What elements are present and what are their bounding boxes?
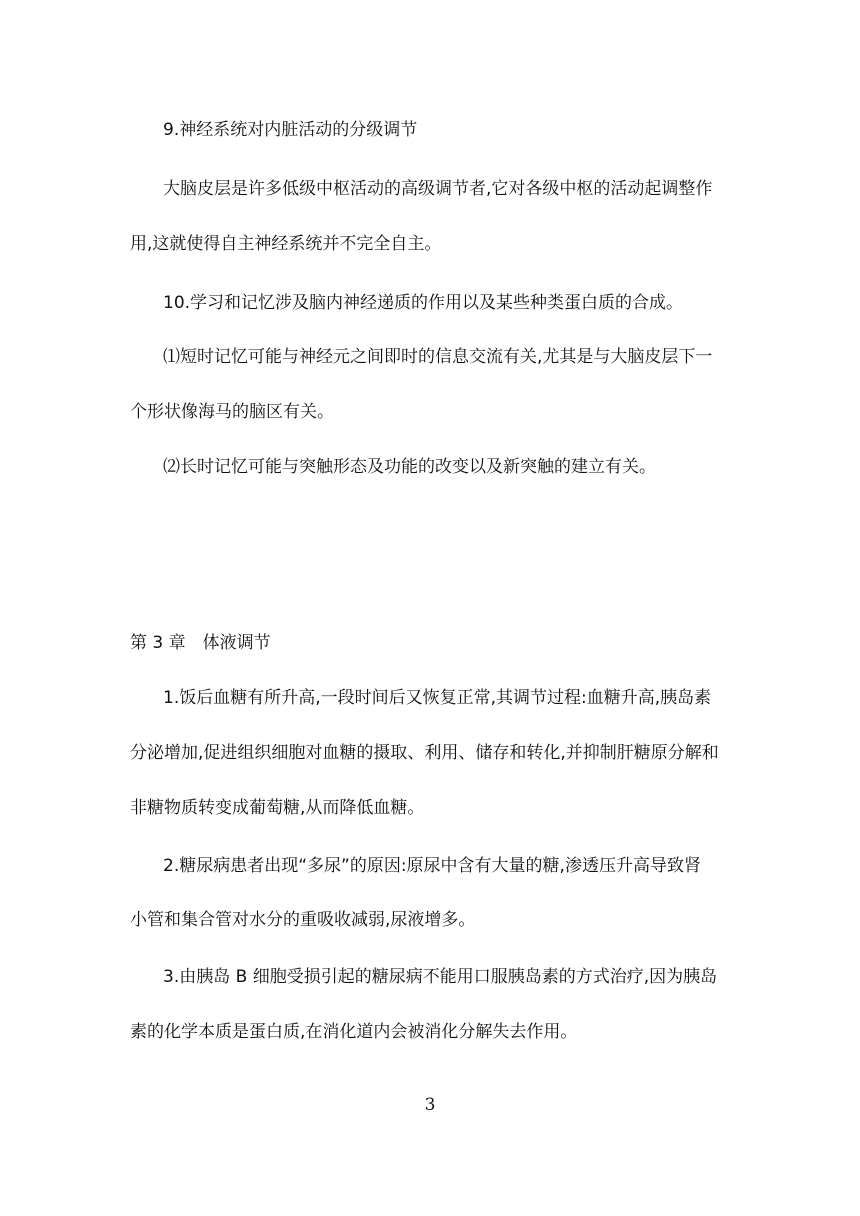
ch3-item-1-line-1: 1.饭后血糖有所升高,一段时间后又恢复正常,其调节过程:血糖升高,胰岛素 <box>163 688 712 708</box>
ch3-item-3-line-2: 素的化学本质是蛋白质,在消化道内会被消化分解失去作用。 <box>130 1022 578 1042</box>
ch3-item-3-line-1: 3.由胰岛 B 细胞受损引起的糖尿病不能用口服胰岛素的方式治疗,因为胰岛 <box>163 967 718 987</box>
ch3-item-1-line-3: 非糖物质转变成葡萄糖,从而降低血糖。 <box>130 798 425 818</box>
ch3-item-2-line-2: 小管和集合管对水分的重吸收减弱,尿液增多。 <box>130 910 476 930</box>
item-10-title: 10.学习和记忆涉及脑内神经递质的作用以及某些种类蛋白质的合成。 <box>163 293 684 313</box>
item-9-body-line-1: 大脑皮层是许多低级中枢活动的高级调节者,它对各级中枢的活动起调整作 <box>163 179 713 199</box>
item-9-title: 9.神经系统对内脏活动的分级调节 <box>163 120 418 140</box>
item-10-sub-2: ⑵长时记忆可能与突触形态及功能的改变以及新突触的建立有关。 <box>163 457 656 477</box>
ch3-item-2-line-1: 2.糖尿病患者出现“多尿”的原因:原尿中含有大量的糖,渗透压升高导致肾 <box>163 856 701 876</box>
item-10-sub-1-line-2: 个形状像海马的脑区有关。 <box>130 402 334 422</box>
ch3-item-1-line-2: 分泌增加,促进组织细胞对血糖的摄取、利用、储存和转化,并抑制肝糖原分解和 <box>130 743 719 763</box>
chapter-heading: 第 3 章 体液调节 <box>130 633 271 653</box>
item-10-sub-1-line-1: ⑴短时记忆可能与神经元之间即时的信息交流有关,尤其是与大脑皮层下一 <box>163 347 713 367</box>
item-9-body-line-2: 用,这就使得自主神经系统并不完全自主。 <box>130 234 442 254</box>
page-number: 3 <box>424 1095 436 1115</box>
